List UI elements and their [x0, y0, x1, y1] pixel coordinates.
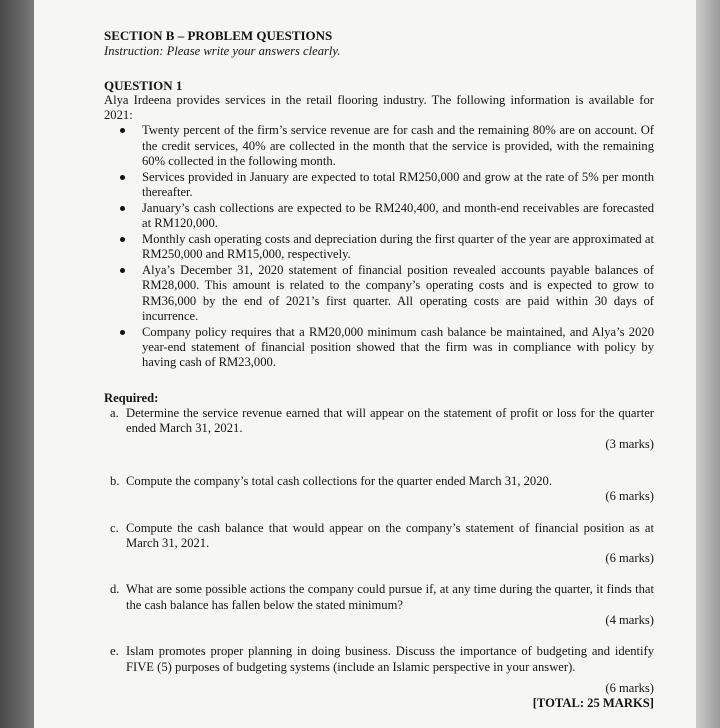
background-left-edge: [0, 0, 34, 728]
requirement-d: [104, 582, 654, 628]
requirement-text: Islam promotes proper planning in doing business. Discuss the importance of budgeting and identify FIVE (5) purposes of budgeting systems (include an Islamic perspective in your answer).: [126, 644, 654, 674]
requirement-text: Determine the service revenue earned that will appear on the statement of profit or loss for the quarter ended March 31, 2021.: [126, 406, 654, 436]
requirement-marks: (6 marks): [605, 489, 654, 504]
requirement-marks: (6 marks): [605, 551, 654, 566]
requirement-letter: c.: [110, 520, 119, 535]
requirement-marks: (6 marks): [605, 680, 654, 695]
requirement-text: Compute the company’s total cash collections for the quarter ended March 31, 2020.: [126, 473, 552, 488]
section-title: SECTION B – PROBLEM QUESTIONS: [104, 28, 333, 43]
info-bullet-list: [104, 123, 654, 370]
requirement-letter: d.: [110, 582, 120, 597]
requirement-text: Compute the cash balance that would appear on the company’s statement of financial position as at March 31, 2021.: [126, 520, 654, 550]
total-marks: [TOTAL: 25 MARKS]: [532, 696, 654, 711]
info-bullet: Twenty percent of the firm’s service revenue are for cash and the remaining 80% are on account. Of the credit services, 40% are collected in the month that the service is provided, with the remaining 60% collected in the following month.: [142, 123, 654, 169]
info-bullet: Company policy requires that a RM20,000 minimum cash balance be maintained, and Alya’s 2020 year-end statement of financial position showed that the firm was in compliance with policy by having cash of RM23,000.: [142, 324, 654, 370]
background-right-edge: [694, 0, 720, 728]
instruction-text: Instruction: Please write your answers clearly.: [104, 44, 341, 59]
requirement-marks: (3 marks): [605, 436, 654, 451]
question-title: QUESTION 1: [104, 77, 183, 93]
requirement-c: [104, 521, 654, 567]
requirement-b: [104, 474, 654, 505]
requirement-letter: a.: [110, 406, 119, 421]
info-bullet: Alya’s December 31, 2020 statement of financial position revealed accounts payable balances of RM28,000. This amount is related to the company’s operating costs and is expected to grow to RM36,000 by the end of 2021’s first quarter. All operating costs are paid within 30 days of incurrence.: [142, 263, 654, 324]
question-intro: Alya Irdeena provides services in the retail flooring industry. The following information is available for 2021:: [104, 92, 654, 123]
requirement-e: [104, 644, 654, 696]
requirement-letter: e.: [110, 644, 119, 659]
info-bullet: Services provided in January are expected to total RM250,000 and grow at the rate of 5% per month thereafter.: [142, 169, 654, 200]
requirement-text: What are some possible actions the company could pursue if, at any time during the quarter, it finds that the cash balance has fallen below the stated minimum?: [126, 582, 654, 612]
requirement-a: [104, 406, 654, 452]
info-bullet: January’s cash collections are expected to be RM240,400, and month-end receivables are forecasted at RM120,000.: [142, 200, 654, 231]
requirement-letter: b.: [110, 473, 120, 488]
requirement-marks: (4 marks): [605, 613, 654, 627]
document-page: [34, 0, 696, 728]
required-label: Required:: [104, 390, 159, 405]
info-bullet: Monthly cash operating costs and depreciation during the first quarter of the year are approximated at RM250,000 and RM15,000, respectively.: [142, 232, 654, 262]
page-content: [104, 28, 654, 711]
